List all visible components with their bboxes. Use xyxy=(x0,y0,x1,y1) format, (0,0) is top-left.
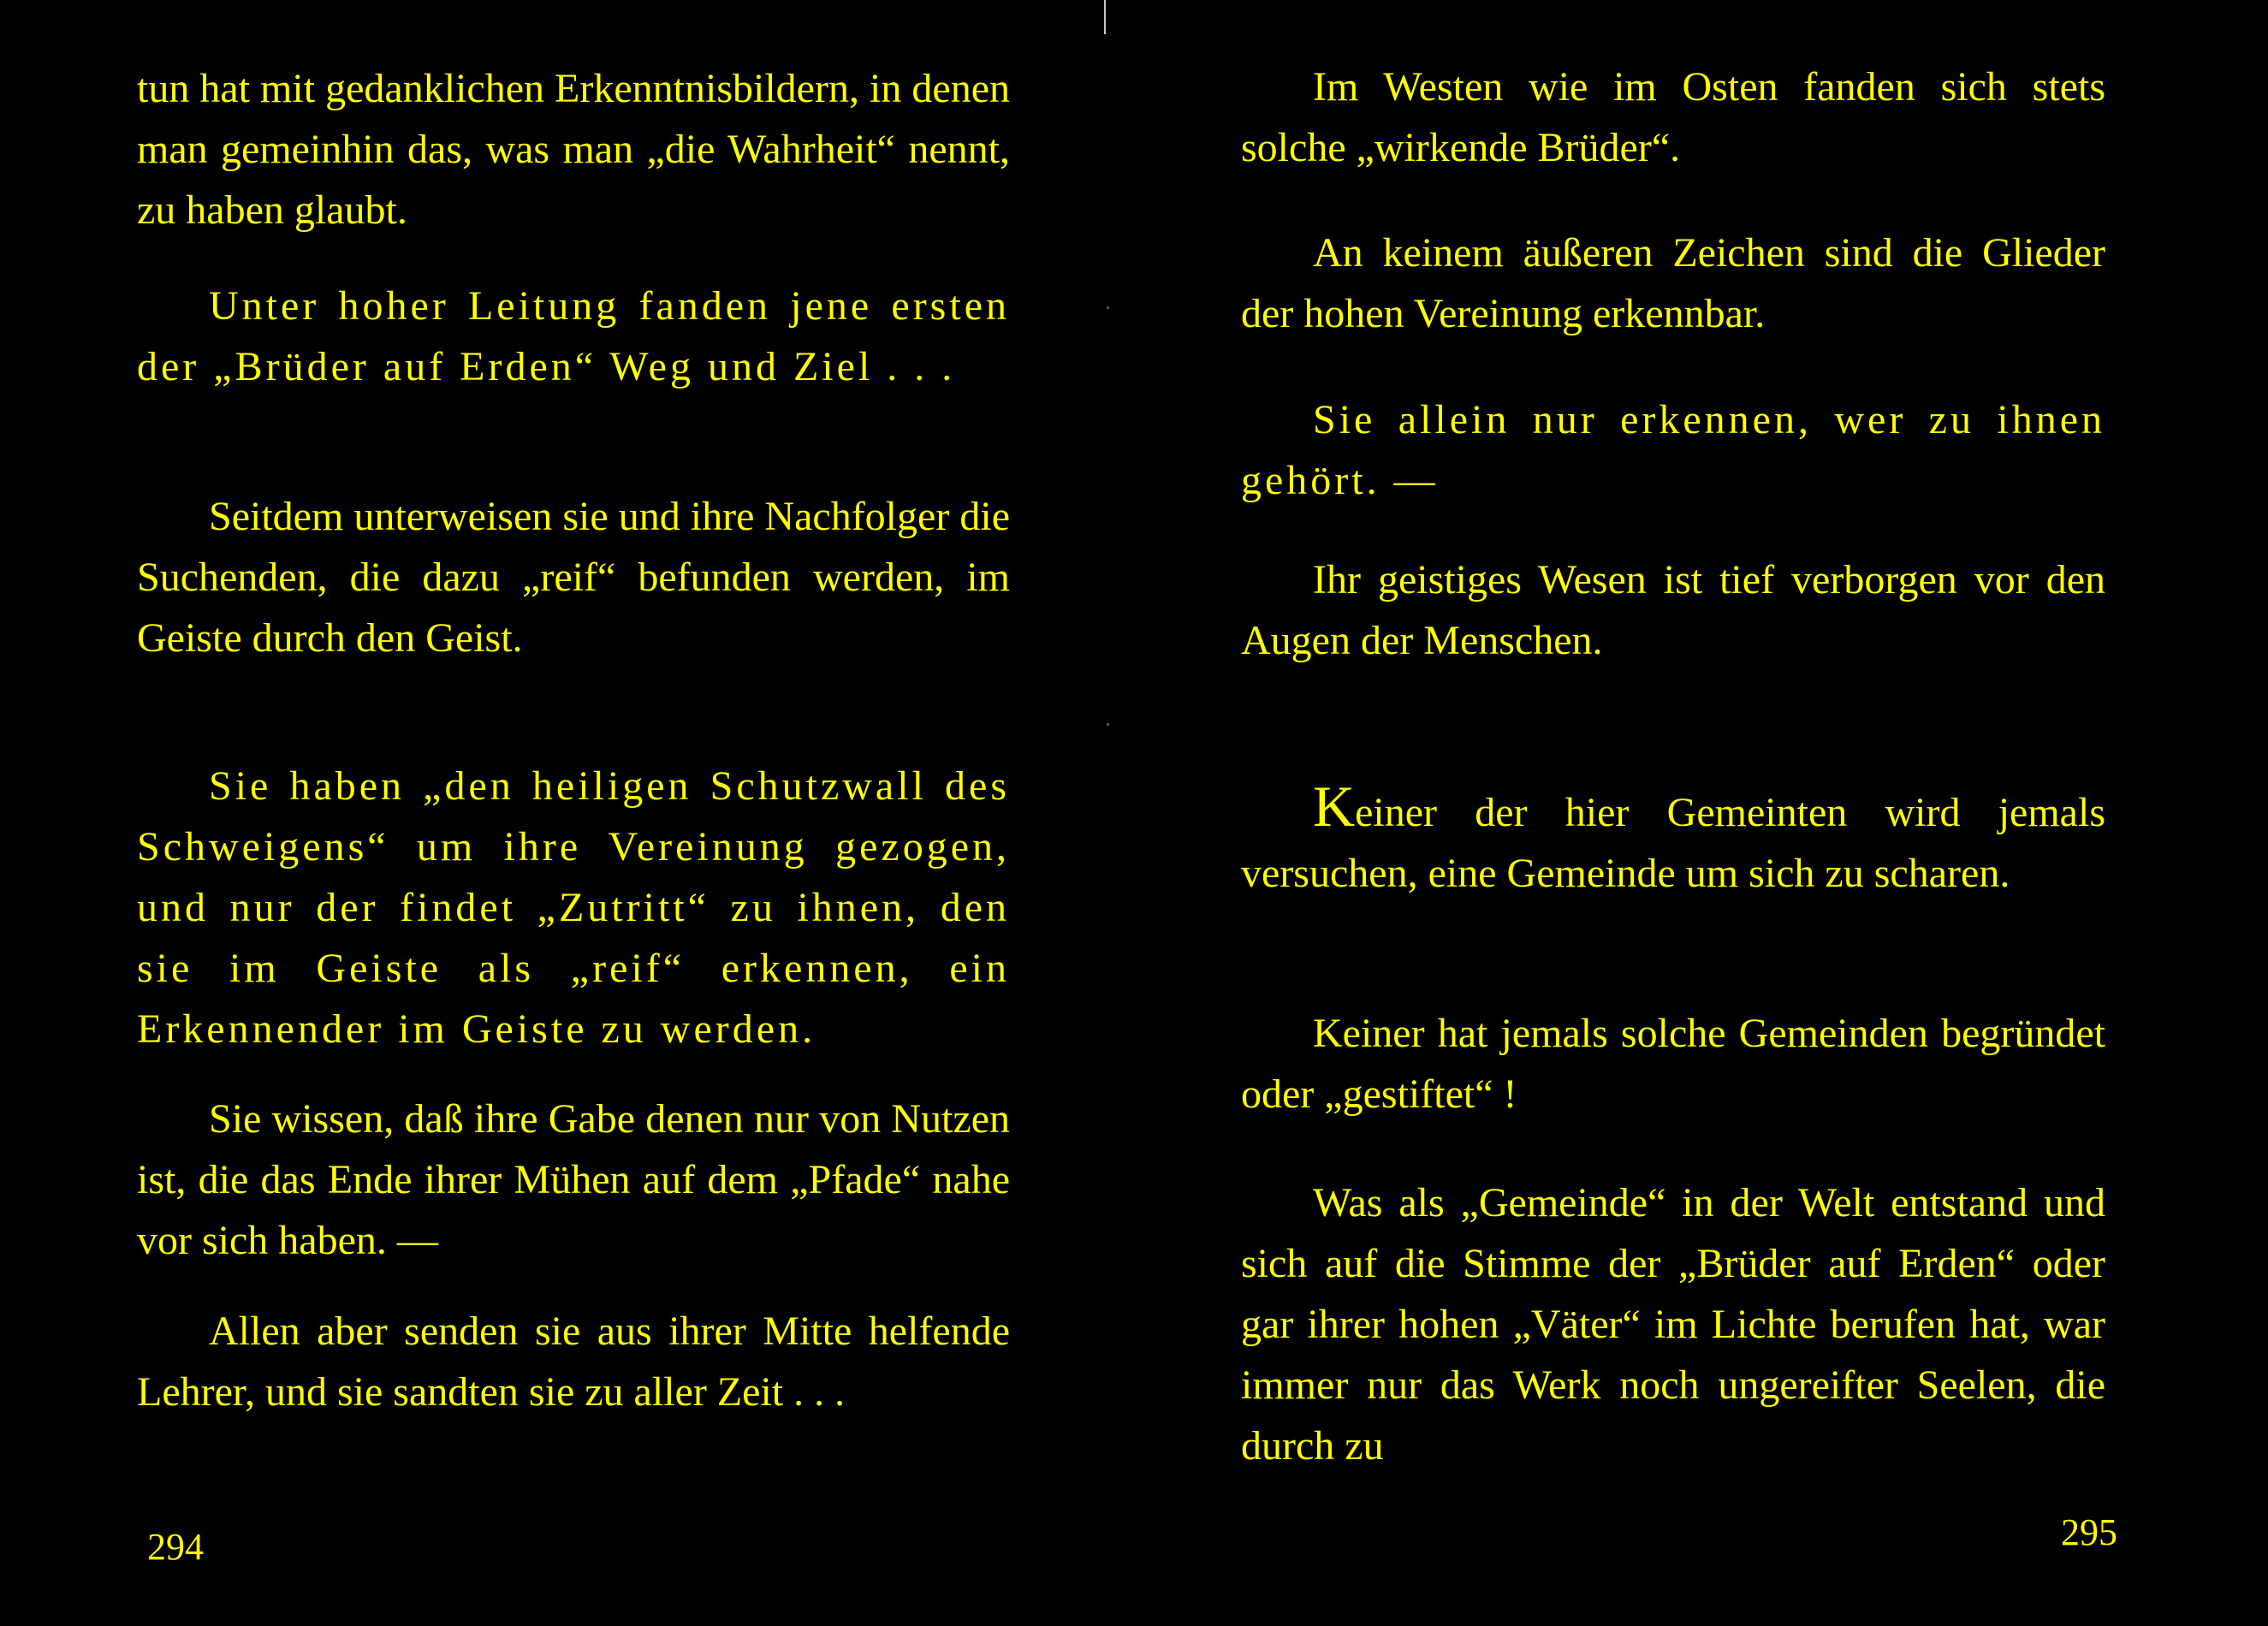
left-paragraph-3: Seitdem unterweisen sie und ihre Nachfolger die Suchenden, die dazu „reif“ befunden werden, im Geiste durch den Geist. xyxy=(137,494,1010,661)
drop-cap: K xyxy=(1313,774,1356,839)
right-paragraph-4: Ihr geistiges Wesen ist tief verborgen vor den Augen der Menschen. xyxy=(1241,557,2105,663)
right-paragraph-5 xyxy=(1241,774,2105,904)
right-paragraph-6: Keiner hat jemals solche Gemeinden begründet oder „gestiftet“ ! xyxy=(1241,1011,2105,1117)
page-number-left: 294 xyxy=(147,1526,204,1568)
left-paragraph-5: Sie wissen, daß ihre Gabe denen nur von Nutzen ist, die das Ende ihrer Mühen auf dem „Pfade“ nahe vor sich haben. — xyxy=(137,1096,1010,1263)
left-paragraph-1: tun hat mit gedanklichen Erkenntnisbildern, in denen man gemeinhin das, was man „die Wahrheit“ nennt, zu haben glaubt. xyxy=(137,66,1010,233)
right-paragraph-1: Im Westen wie im Osten fanden sich stets solche „wirkende Brüder“. xyxy=(1241,64,2105,170)
right-page xyxy=(1104,0,2268,1626)
left-paragraph-4: Sie haben „den heiligen Schutzwall des Schweigens“ um ihre Vereinung gezogen, und nur der findet „Zutritt“ zu ihnen, den sie im Geiste als „reif“ erkennen, ein Erkennender im Geiste zu werden. xyxy=(137,763,1010,1052)
left-paragraph-2: Unter hoher Leitung fanden jene ersten der „Brüder auf Erden“ Weg und Ziel . . . xyxy=(137,283,1010,389)
paragraph-text: einer der hier Gemeinten wird jemals versuchen, eine Gemeinde um sich zu scharen. xyxy=(1241,790,2105,896)
left-paragraph-6: Allen aber senden sie aus ihrer Mitte helfende Lehrer, und sie sandten sie zu aller Zeit . . . xyxy=(137,1309,1010,1415)
right-paragraph-7: Was als „Gemeinde“ in der Welt entstand und sich auf die Stimme der „Brüder auf Erden“ oder gar ihrer hohen „Väter“ im Lichte berufen hat, war immer nur das Werk noch ungereifter Seelen, die durch zu xyxy=(1241,1180,2105,1469)
right-paragraph-2: An keinem äußeren Zeichen sind die Glieder der hohen Vereinung erkennbar. xyxy=(1241,230,2105,336)
left-page xyxy=(0,0,1104,1626)
page-number-right: 295 xyxy=(2061,1511,2117,1553)
right-paragraph-3: Sie allein nur erkennen, wer zu ihnen gehört. — xyxy=(1241,397,2105,503)
